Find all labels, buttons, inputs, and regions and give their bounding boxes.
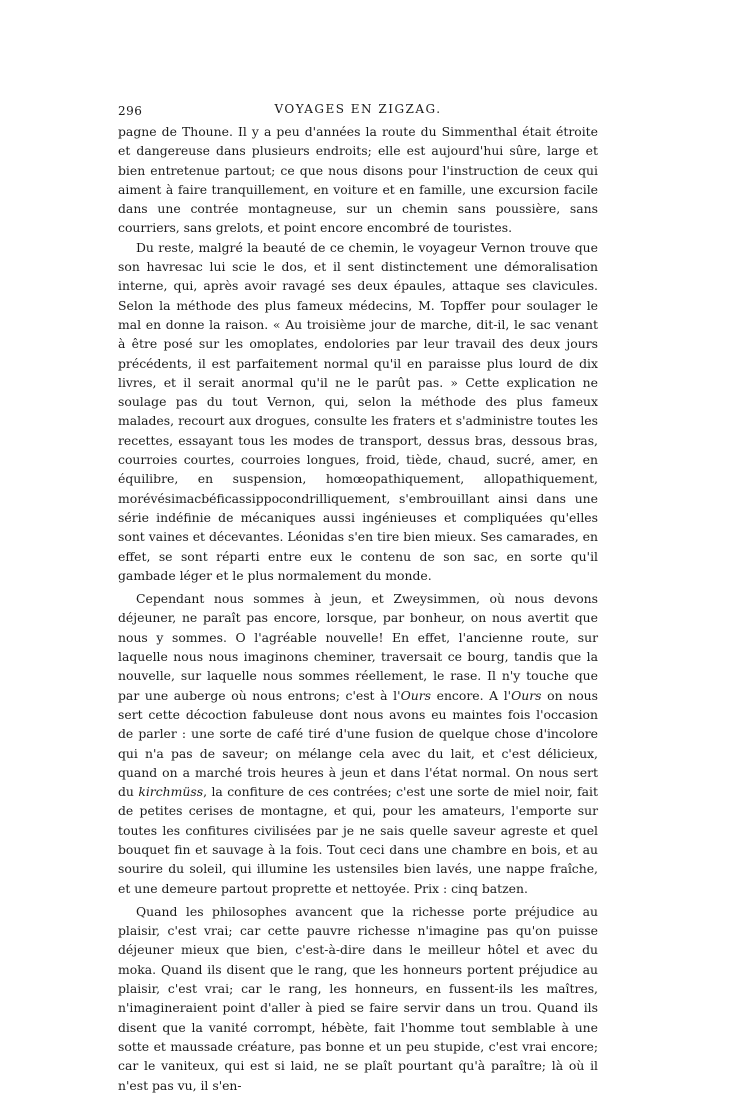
text-run: on nous sert cette décoction fabuleuse dont nous avons eu maintes fois l'occasion de parler : une sorte de café tiré d'une fusion de quelque chose d'incolore qui n'a pas de saveur; on mélange cela avec du lait, et c'est délicieux, quand on a marché trois heures à jeun et dans l'état normal. On nous sert du — [118, 687, 598, 800]
paragraph — [118, 902, 598, 1095]
text-run: Du reste, malgré la beauté de ce chemin, le voyageur Vernon trouve que son havresac lui scie le dos, et il sent distinctement une démoralisation interne, qui, après avoir ravagé ses deux épaules, attaque ses clavicules. Selon la méthode des plus fameux médecins, M. Topffer pour soulager le mal en donne la raison. « Au troisième jour de marche, dit-il, le sac venant à être posé sur les omoplates, endolories par leur travail des deux jours précédents, il est parfaitement normal qu'il en paraisse plus lourd de dix livres, et il serait anormal qu'il ne le parût pas. » Cette explication ne soulage pas du tout Vernon, qui, selon la méthode des plus fameux malades, recourt aux drogues, consulte les fraters et s'administre toutes les recettes, essayant tous les modes de transport, dessus bras, dessous bras, courroies courtes, courroies longues, froid, tiède, chaud, sucré, amer, en équilibre, en suspension, homœopathiquement, allopathiquement, morévésimacbéficassippocondrilliquement, s'embrouillant ainsi dans une série indéfinie de mécaniques aussi ingénieuses et compliquées qu'elles sont vaines et décevantes. Léonidas s'en tire bien mieux. Ses camarades, en effet, se sont réparti entre eux le contenu de son sac, en sorte qu'il gambade léger et le plus normalement du monde. — [118, 239, 598, 583]
paragraph — [118, 589, 598, 898]
italic-text: Ours — [400, 687, 431, 703]
book-page — [118, 102, 598, 1095]
text-run: encore. A l' — [430, 687, 512, 703]
italic-text: kirchmüss — [138, 784, 204, 800]
running-title: VOYAGES EN ZIGZAG. — [274, 102, 442, 116]
running-head — [118, 102, 598, 122]
italic-text: Ours — [511, 687, 542, 703]
body-text — [118, 122, 598, 1095]
text-run: , la confiture de ces contrées; c'est une sorte de miel noir, fait de petites cerises de montagne, et qui, pour les amateurs, l'emporte sur toutes les confitures civilisées par je ne sais quelle saveur agreste et quel bouquet fin et sauvage à la fois. Tout ceci dans une chambre en bois, et au sourire du soleil, qui illumine les ustensiles bien lavés, une nappe fraîche, et une demeure partout proprette et nettoyée. Prix : cinq batzen. — [118, 784, 598, 896]
paragraph — [118, 122, 598, 238]
text-run: Cependant nous sommes à jeun, et Zweysimmen, où nous devons déjeuner, ne paraît pas encore, lorsque, par bonheur, on nous avertit que nous y sommes. O l'agréable nouvelle! En effet, l'ancienne route, sur laquelle nous nous imaginons cheminer, traversait ce bourg, tandis que la nouvelle, sur laquelle nous sommes réellement, le rase. Il n'y touche que par une auberge où nous entrons; c'est à l' — [118, 591, 598, 703]
page-number: 296 — [118, 104, 143, 118]
text-run: pagne de Thoune. Il y a peu d'années la route du Simmenthal était étroite et dangereuse dans plusieurs endroits; elle est aujourd'hui sûre, large et bien entretenue partout; ce que nous disons pour l'instruction de ceux qui aiment à faire tranquillement, en voiture et en famille, une excursion facile dans une contrée montagneuse, sur un chemin sans poussière, sans courriers, sans grelots, et point encore encombré de touristes. — [118, 124, 598, 236]
text-run: Quand les philosophes avancent que la richesse porte préjudice au plaisir, c'est vrai; car cette pauvre richesse n'imagine pas qu'on puisse déjeuner mieux que bien, c'est-à-dire dans le meilleur hôtel et avec du moka. Quand ils disent que le rang, que les honneurs portent préjudice au plaisir, c'est vrai; car le rang, les honneurs, en fussent-ils les maîtres, n'imagineraient point d'aller à pied se faire servir dans un trou. Quand ils disent que la vanité corrompt, hébète, fait l'homme tout semblable à une sotte et maussade créature, pas bonne et un peu stupide, c'est vrai encore; car le vaniteux, qui est si laid, ne se plaît pourtant qu'à paraître; là où il n'est pas vu, il s'en- — [118, 903, 598, 1093]
paragraph — [118, 238, 598, 585]
